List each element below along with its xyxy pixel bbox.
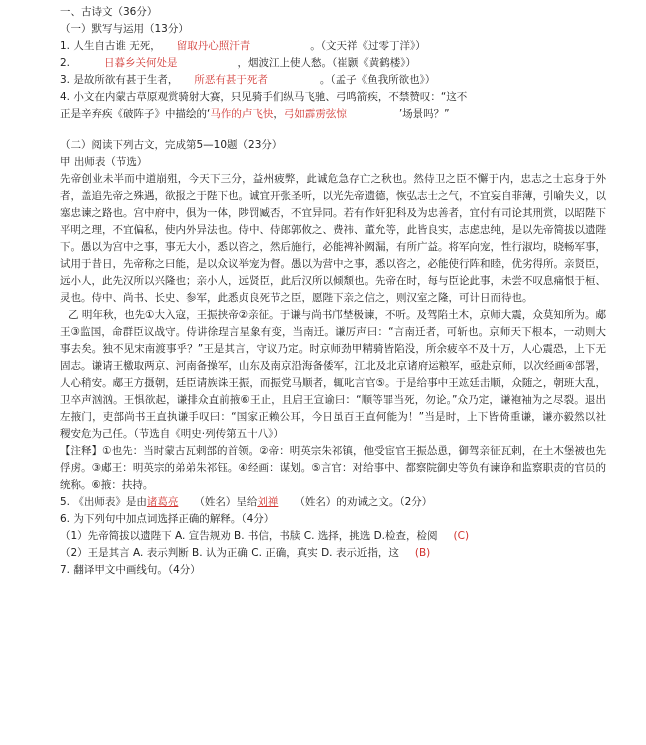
q3-prefix: 3. 是故所欲有甚于生者，: [60, 74, 179, 86]
subsection1-title: （一）默写与运用（13分）: [60, 23, 189, 35]
q6-1-answer: (C): [453, 530, 470, 542]
annotation-notes: 【注释】①也先：当时蒙古瓦剌部的首领。②帝：明英宗朱祁镇，他受宦官王振怂恿，御驾亲征瓦剌，在土木堡被也先俘虏。③郕王：明英宗的弟弟朱祁钰。④经画：谋划。⑤言官：对给事中、都察院御史等负有谏诤和监察职责的官员的统称。⑥掖：扶持。: [60, 445, 606, 491]
q4-separator: ，: [273, 108, 284, 120]
q1-prefix: 1. 人生自古谁 无死，: [60, 40, 161, 52]
q3-answer: 所恶有甚于死者: [194, 74, 268, 86]
q5-suffix: （姓名）的劝诫之文。（2分）: [294, 496, 433, 508]
question-6-2: [60, 545, 606, 562]
q5-prefix: 5. 《出师表》是由: [60, 496, 147, 508]
q2-prefix: 2.: [60, 57, 71, 69]
q1-suffix: 。（文天祥《过零丁洋》）: [310, 40, 426, 52]
q1-answer: 留取丹心照汗青: [176, 40, 251, 52]
q6-2-text: （2）王是其言 A. 表示判断 B. 认为正确 C. 正确，真实 D. 表示近指，这: [60, 547, 399, 559]
question-4-line2: [60, 106, 606, 123]
passage-yi-text: 乙 明年秋，也先①大入寇，王振挟帝②亲征。于谦与尚书邝埜极谏，不听。及驾陷土木，京师大震，众莫知所为。郕王③监国，命群臣议战守。侍讲徐珵言星象有变，当南迁。谦厉声曰：“言南迁者，可斩也。京师天下根本，一动则大事去矣。独不见宋南渡事乎？”王是其言，守议乃定。时京师劲甲精骑皆陷没，所余疲卒不及十万，人心震恐，上下无固志。谦请王檄取两京、河南备操军，山东及南京沿海备倭军，江北及北京诸府运粮军，亟赴京师，以次经画④部署，人心稍安。郕王方摄朝，廷臣请族诛王振，而振党马顺者，辄叱言官⑤。于是给事中王竑廷击顺，众随之，朝班大乱，卫卒声汹汹。王惧欲起，谦排众直前掖⑥王止，且启王宣谕曰：“顺等罪当死，勿论。”众乃定，谦袍袖为之尽裂。退出左掖门，吏部尚书王直执谦手叹曰：“国家正赖公耳，今日虽百王直何能为！”当是时，上下皆倚重谦，谦亦毅然以社稷安危为己任。（节选自《明史·列传第五十八》）: [60, 309, 606, 440]
q2-suffix: ，烟波江上使人愁。（崔颢《黄鹤楼》）: [237, 57, 417, 69]
q5-middle: （姓名）呈给: [194, 496, 258, 508]
question-4-line1: 4. 小文在内蒙古草原观赏骑射大赛，只见骑手们纵马飞驰、弓鸣箭疾，不禁赞叹：“这不: [60, 91, 468, 103]
question-5: [60, 494, 606, 511]
question-2: [60, 55, 606, 72]
q4-prefix: 正是辛弃疾《破阵子》中描绘的‘: [60, 108, 211, 120]
spacer: [60, 123, 606, 137]
question-6-title: 6. 为下列句中加点词选择正确的解释。（4分）: [60, 513, 275, 525]
question-7-title: 7. 翻译甲文中画线句。（4分）: [60, 564, 201, 576]
q3-suffix: 。（孟子《鱼我所欲也》）: [319, 74, 436, 86]
passage-jia-text: 先帝创业未半而中道崩殂，今天下三分，益州疲弊，此诚危急存亡之秋也。然侍卫之臣不懈于内，忠志之士忘身于外者，盖追先帝之殊遇，欲报之于陛下也。诚宜开张圣听，以光先帝遗德，恢弘志士之气，不宜妄自菲薄，引喻失义，以塞忠谏之路也。宫中府中，俱为一体，陟罚臧否，不宜异同。若有作奸犯科及为忠善者，宜付有司论其刑赏，以昭陛下平明之理，不宜偏私，使内外异法也。侍中、侍郎郭攸之、费祎、董允等，此皆良实，志虑忠纯，是以先帝简拔以遗陛下。愚以为宫中之事，事无大小，悉以咨之，然后施行，必能裨补阙漏，有所广益。将军向宠，性行淑均，晓畅军事，试用于昔日，先帝称之曰能，是以众议举宠为督。愚以为营中之事，悉以咨之，必能使行阵和睦，优劣得所。亲贤臣，远小人，此先汉所以兴隆也；亲小人，远贤臣，此后汉所以倾颓也。先帝在时，每与臣论此事，未尝不叹息痛恨于桓、灵也。侍中、尚书、长史、参军，此悉贞良死节之臣，愿陛下亲之信之，则汉室之隆，可计日而待也。: [60, 173, 606, 304]
q4-answer-1: 马作的卢飞快: [210, 108, 274, 120]
q4-suffix: ’场景吗？”: [398, 108, 450, 120]
q2-answer: 日暮乡关何处是: [104, 57, 178, 69]
q4-answer-2: 弓如霹雳弦惊: [283, 108, 347, 120]
q5-answer-1: 诸葛亮: [146, 496, 179, 508]
section1-title: 一、古诗文（36分）: [60, 6, 158, 18]
question-3: [60, 72, 606, 89]
question-1: [60, 38, 606, 55]
question-6-1: [60, 528, 606, 545]
q6-2-answer: (B): [414, 547, 431, 559]
passage-jia-title: 甲 出师表（节选）: [60, 156, 148, 168]
q5-answer-2: 刘禅: [257, 496, 279, 508]
section2-title: （二）阅读下列古文，完成第5—10题（23分）: [60, 139, 283, 151]
q6-1-text: （1）先帝简拔以遗陛下 A. 宣告规劝 B. 书信，书牍 C. 选择，挑选 D.检查，检阅: [60, 530, 438, 542]
